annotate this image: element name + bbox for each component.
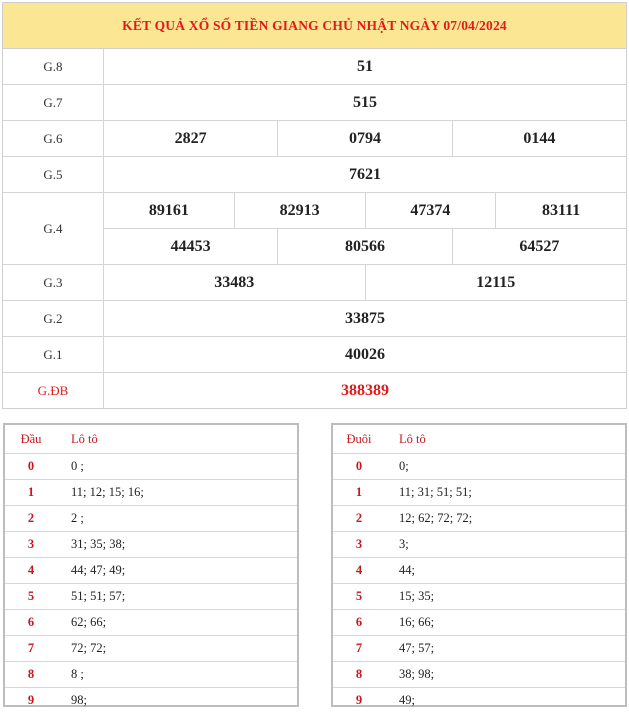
loto-head-header [5,425,297,454]
column-header: Đầu [20,431,42,446]
prize-number: 40026 [345,345,385,363]
digit: 1 [27,485,35,499]
loto-row [5,688,297,713]
digit: 7 [355,641,363,655]
prize-number: 83111 [495,193,626,228]
prize-number: 12115 [365,265,627,300]
digit: 2 [355,511,363,525]
digit: 4 [355,563,363,577]
loto-values: 44; 47; 49; [71,563,126,577]
loto-row [5,636,297,662]
prize-row-g3 [3,265,626,301]
special-prize-number: 388389 [341,381,389,399]
prize-label: G.4 [3,193,104,264]
loto-row [5,584,297,610]
loto-values: 49; [399,693,415,707]
loto-row [333,558,625,584]
loto-row [5,558,297,584]
digit: 3 [355,537,363,551]
loto-values: 2 ; [71,511,84,525]
loto-values: 8 ; [71,667,84,681]
prize-number: 2827 [174,129,207,147]
special-prize-label: G.ĐB [3,373,104,408]
digit: 6 [27,615,35,629]
loto-row [5,480,297,506]
prize-label: G.1 [3,337,104,372]
loto-values: 51; 51; 57; [71,589,126,603]
loto-values: 15; 35; [399,589,435,603]
loto-values: 98; [71,693,87,707]
digit: 8 [355,667,363,681]
loto-row [333,584,625,610]
digit: 6 [355,615,363,629]
loto-row [333,688,625,713]
digit: 5 [27,589,35,603]
column-header: Đuôi [346,431,372,446]
prize-label: G.5 [3,157,104,192]
prize-number: 0794 [277,121,451,156]
prize-number: 7621 [349,165,381,183]
prize-row-g8 [3,49,626,85]
digit: 4 [27,563,35,577]
prize-row-g1 [3,337,626,373]
loto-row [333,662,625,688]
column-header: Lô tô [399,431,426,446]
loto-row [5,454,297,480]
prize-number: 33875 [345,309,385,327]
prize-row-g7 [3,85,626,121]
digit: 9 [355,693,363,707]
prize-label: G.2 [3,301,104,336]
loto-values: 31; 35; 38; [71,537,126,551]
loto-row [333,454,625,480]
digit: 1 [355,485,363,499]
results-table [2,2,627,409]
column-header: Lô tô [71,431,98,446]
loto-values: 12; 62; 72; 72; [399,511,473,525]
digit: 3 [27,537,35,551]
digit: 2 [27,511,35,525]
prize-label: G.6 [3,121,104,156]
loto-row [333,506,625,532]
loto-values: 3; [399,537,409,551]
prize-row-g2 [3,301,626,337]
loto-row [5,610,297,636]
loto-values: 72; 72; [71,641,107,655]
digit: 5 [355,589,363,603]
prize-row-g5 [3,157,626,193]
loto-tail-table [331,423,627,707]
prize-number: 80566 [277,229,451,264]
loto-tail-header [333,425,625,454]
prize-number: 515 [353,93,377,111]
digit: 0 [355,459,363,473]
loto-values: 11; 12; 15; 16; [71,485,144,499]
prize-number: 47374 [365,193,496,228]
prize-number: 82913 [234,193,365,228]
digit: 9 [27,693,35,707]
prize-number: 33483 [214,273,255,291]
loto-row [5,532,297,558]
digit: 7 [27,641,35,655]
loto-values: 47; 57; [399,641,435,655]
loto-values: 11; 31; 51; 51; [399,485,472,499]
loto-values: 62; 66; [71,615,107,629]
prize-number: 89161 [148,201,189,219]
digit: 8 [27,667,35,681]
results-title: KẾT QUẢ XỔ SỐ TIỀN GIANG CHỦ NHẬT NGÀY 07/04/2024 [3,3,626,49]
loto-row [333,532,625,558]
loto-values: 0; [399,459,409,473]
prize-row-special [3,373,626,408]
prize-number: 51 [357,57,373,75]
loto-row [333,480,625,506]
prize-number: 64527 [452,229,626,264]
loto-row [333,610,625,636]
loto-head-table [3,423,299,707]
loto-row [333,636,625,662]
prize-label: G.8 [3,49,104,84]
loto-values: 0 ; [71,459,84,473]
loto-values: 16; 66; [399,615,435,629]
prize-row-g6 [3,121,626,157]
loto-row [5,662,297,688]
prize-label: G.3 [3,265,104,300]
prize-number: 44453 [170,237,211,255]
prize-number: 0144 [452,121,626,156]
prize-label: G.7 [3,85,104,120]
prize-row-g4 [3,193,626,265]
loto-values: 38; 98; [399,667,435,681]
digit: 0 [27,459,35,473]
loto-values: 44; [399,563,415,577]
loto-row [5,506,297,532]
